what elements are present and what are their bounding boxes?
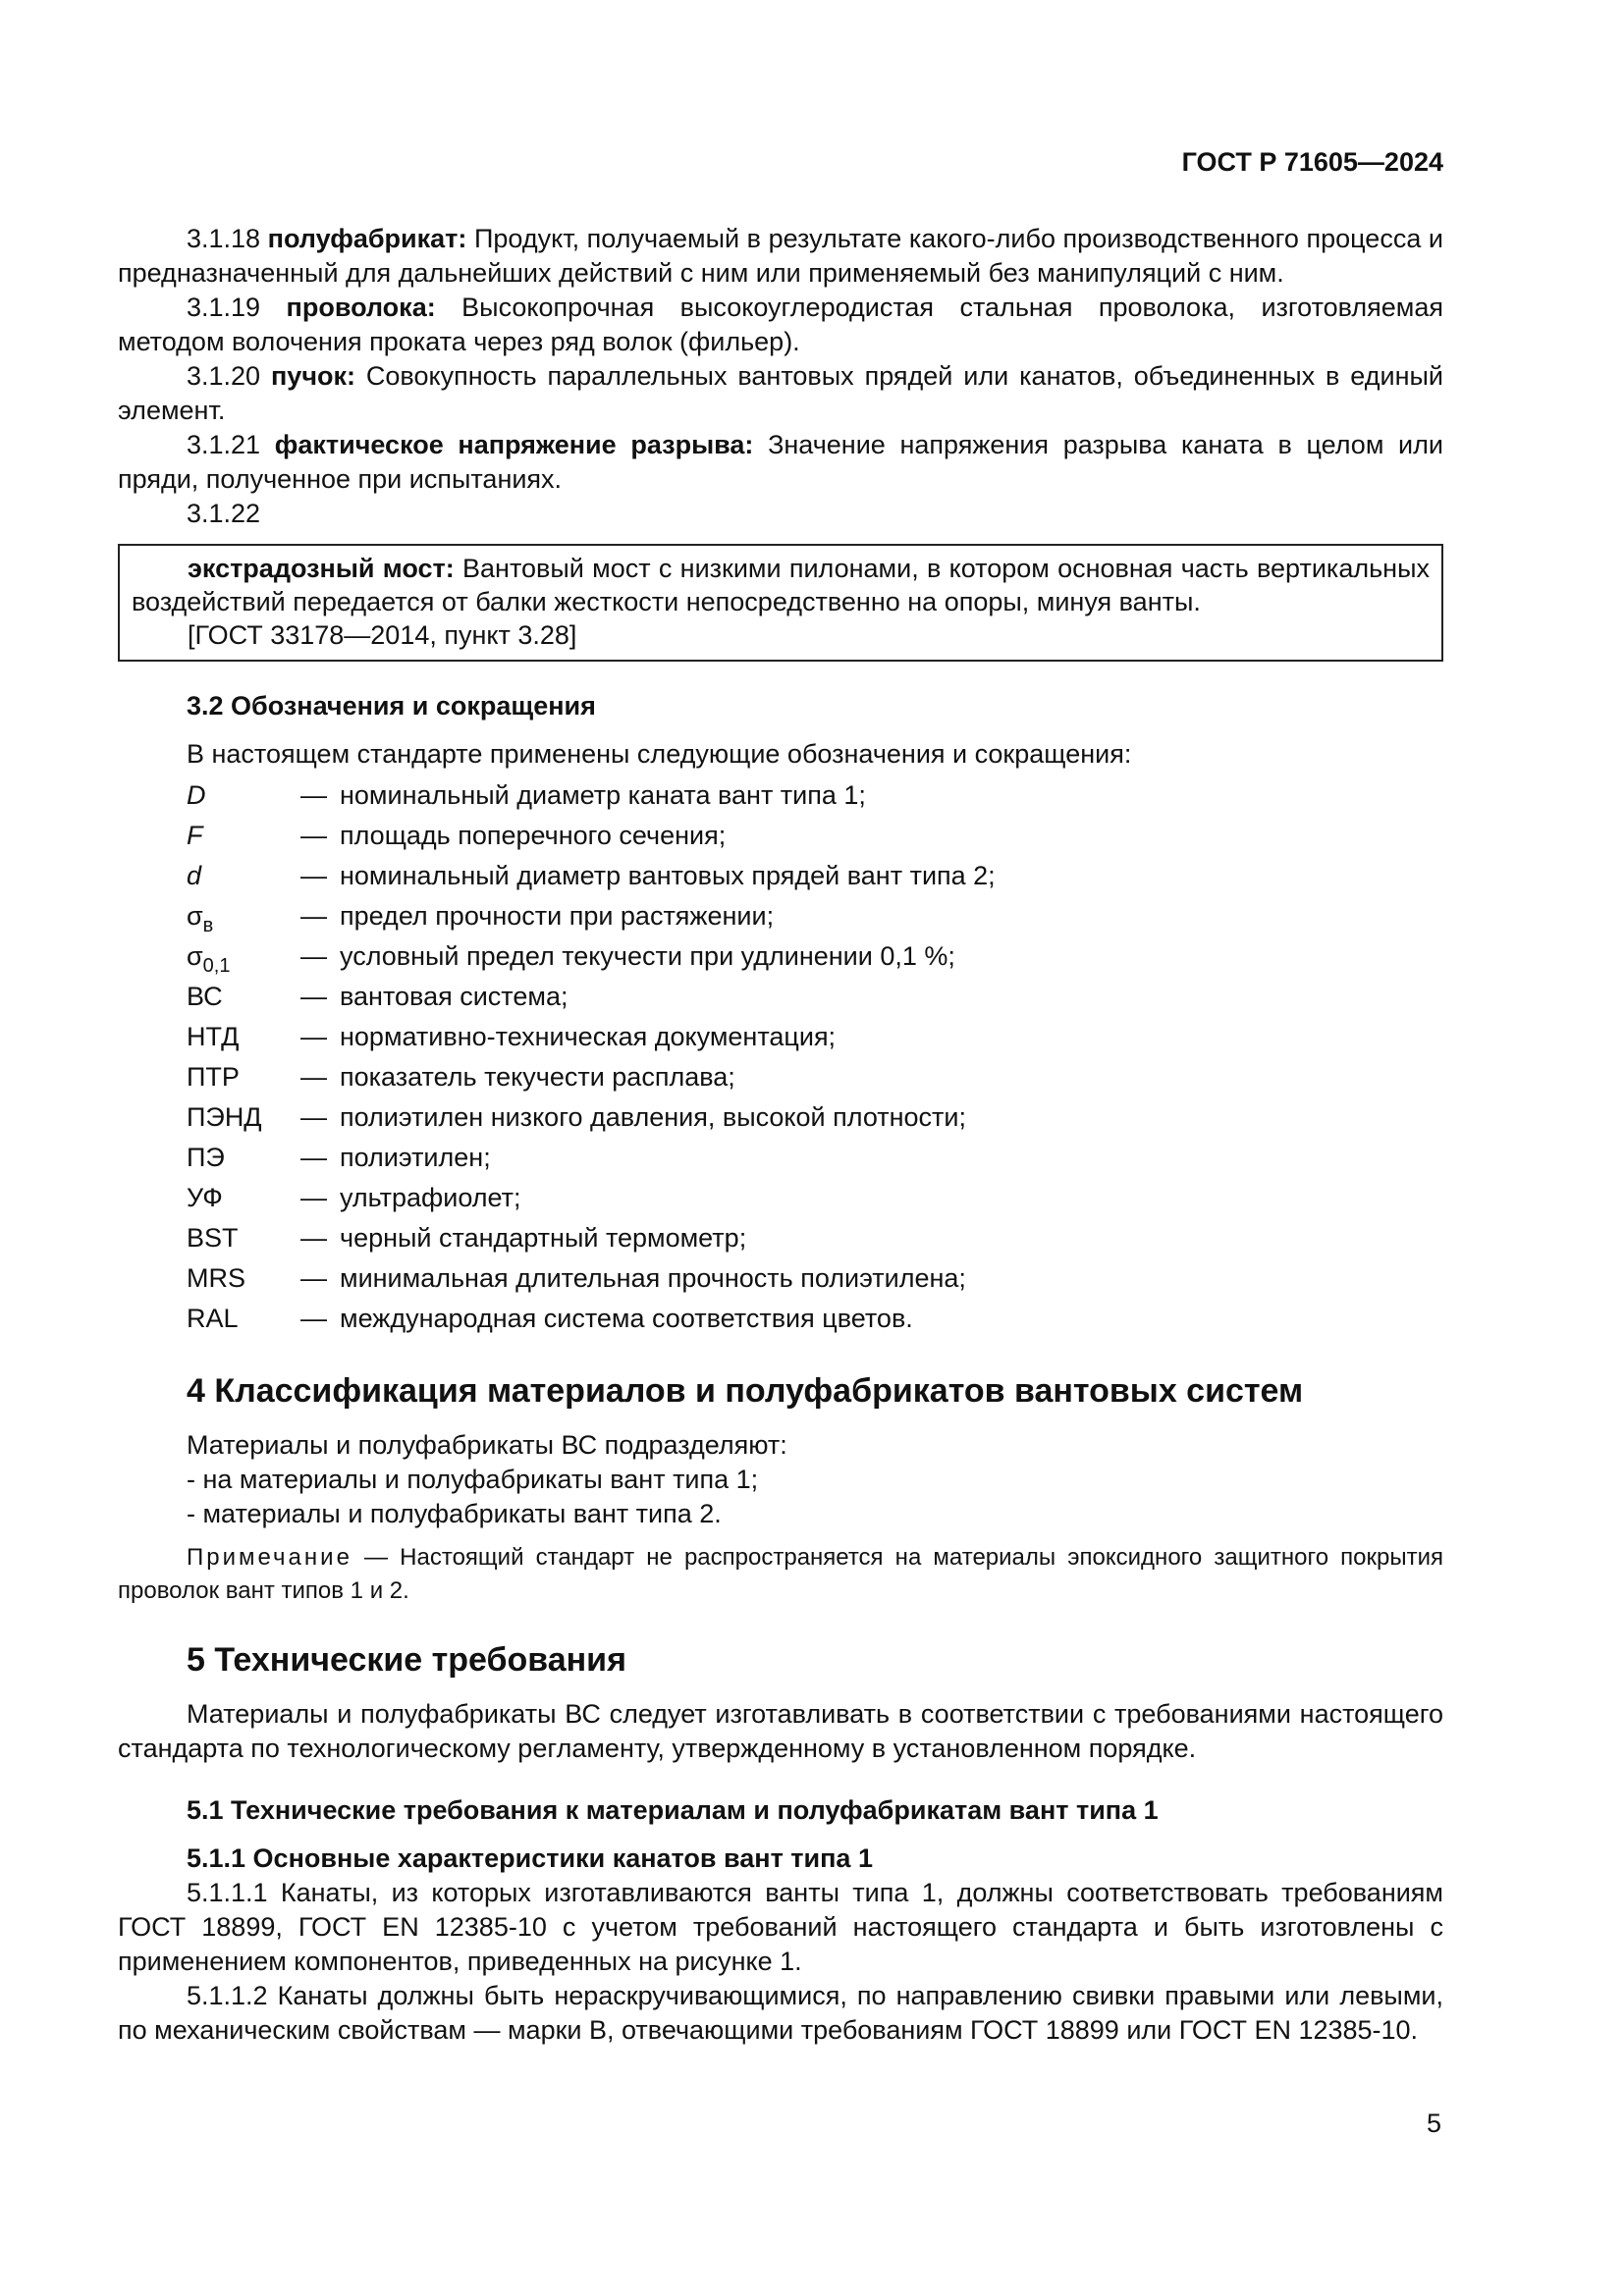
abbr-dash: — (300, 1143, 327, 1172)
section-5-1-1-heading: 5.1.1 Основные характеристики канатов вант типа 1 (187, 1843, 873, 1873)
abbr-symbol: D (187, 780, 206, 810)
section-3-2-heading: 3.2 Обозначения и сокращения (187, 691, 596, 721)
abbr-symbol: УФ (187, 1183, 223, 1212)
list-item (187, 1258, 1443, 1299)
boxed-definition-reference: [ГОСТ 33178—2014, пункт 3.28] (188, 620, 577, 650)
term-name: полуфабрикат: (267, 224, 467, 253)
abbr-description: показатель текучести расплава; (340, 1062, 735, 1092)
abbr-symbol: ВС (187, 982, 223, 1011)
list-item (187, 816, 1443, 856)
abbr-description: предел прочности при растяжении; (340, 901, 775, 931)
list-item (187, 1218, 1443, 1258)
term-definition: Совокупность параллельных вантовых прядей или канатов, объединенных в единый элемент. (118, 361, 1443, 425)
abbr-symbol: ПЭ (187, 1143, 225, 1172)
abbr-dash: — (300, 1022, 327, 1051)
list-item (187, 977, 1443, 1017)
abbr-dash: — (300, 1102, 327, 1132)
abbr-description: полиэтилен низкого давления, высокой плотности; (340, 1102, 966, 1132)
page-content (118, 222, 1443, 2048)
abbr-description: условный предел текучести при удлинении 0,1 %; (340, 941, 955, 971)
list-item (187, 896, 1443, 936)
abbr-dash: — (300, 780, 327, 810)
term-definition: Продукт, получаемый в результате какого-либо производственного процесса и предназначенный для дальнейших действий с ним или применяемый без манипуляций с ним. (118, 224, 1443, 288)
abbreviation-list (118, 775, 1443, 1339)
term-3-1-20 (118, 359, 1443, 428)
clause-5-1-1-1: 5.1.1.1 Канаты, из которых изготавливаются ванты типа 1, должны соответствовать требованиям ГОСТ 18899, ГОСТ EN 12385-10 с учетом требований настоящего стандарта и быть изготовлены с применением компонентов, приведенных на рисунке 1. (118, 1878, 1443, 1976)
abbr-dash: — (300, 1062, 327, 1092)
abbr-dash: — (300, 982, 327, 1011)
section-4-heading: 4 Классификация материалов и полуфабрикатов вантовых систем (187, 1372, 1304, 1410)
section-4-note (118, 1541, 1443, 1608)
term-number: 3.1.19 (187, 293, 261, 322)
term-3-1-21 (118, 428, 1443, 497)
section-5-1-heading: 5.1 Технические требования к материалам и полуфабрикатам вант типа 1 (187, 1795, 1159, 1825)
term-definition: Значение напряжения разрыва каната в целом или пряди, полученное при испытаниях. (118, 430, 1443, 494)
abbr-symbol: MRS (187, 1263, 245, 1293)
term-name: пучок: (271, 361, 355, 391)
abbr-symbol: RAL (187, 1304, 239, 1333)
section-4-line: Материалы и полуфабрикаты ВС подразделяют: (187, 1430, 787, 1460)
abbr-dash: — (300, 901, 327, 931)
abbr-symbol: F (187, 821, 203, 850)
abbr-dash: — (300, 1223, 327, 1253)
abbr-dash: — (300, 861, 327, 890)
abbr-dash: — (300, 941, 327, 971)
term-definition: Высокопрочная высокоуглеродистая стальная проволока, изготовляемая методом волочения проката через ряд волок (фильер). (118, 293, 1443, 356)
list-item (187, 775, 1443, 816)
abbr-symbol-subscript: 0,1 (202, 955, 231, 977)
abbr-description: черный стандартный термометр; (340, 1223, 747, 1253)
note-text: — Настоящий стандарт не распространяется на материалы эпоксидного защитного покрытия проволок вант типов 1 и 2. (118, 1544, 1443, 1604)
abbr-symbol-base: σ (187, 941, 203, 971)
abbr-dash: — (300, 821, 327, 850)
abbr-description: площадь поперечного сечения; (340, 821, 727, 850)
section-5-heading: 5 Технические требования (187, 1641, 626, 1679)
section-4-line: - на материалы и полуфабрикаты вант типа 1; (187, 1465, 759, 1494)
abbr-symbol: BST (187, 1223, 239, 1253)
abbr-description: номинальный диаметр каната вант типа 1; (340, 780, 866, 810)
abbr-symbol: ПЭНД (187, 1102, 262, 1132)
abbr-symbol: d (187, 861, 202, 890)
term-definition: Вантовый мост с низкими пилонами, в котором основная часть вертикальных воздействий передается от балки жесткости непосредственно на опоры, минуя ванты. (132, 554, 1430, 616)
boxed-definition (118, 544, 1443, 662)
note-label: Примечание (187, 1544, 352, 1571)
section-5-paragraph: Материалы и полуфабрикаты ВС следует изготавливать в соответствии с требованиями настоящего стандарта по технологическому регламенту, утвержденному в установленном порядке. (118, 1699, 1443, 1763)
abbr-dash: — (300, 1263, 327, 1293)
abbr-dash: — (300, 1304, 327, 1333)
term-name: фактическое напряжение разрыва: (274, 430, 754, 459)
document-code-header: ГОСТ Р 71605—2024 (1181, 147, 1443, 177)
list-item (187, 936, 1443, 977)
boxed-definition-text (132, 552, 1430, 618)
list-item (187, 856, 1443, 896)
list-item (187, 1017, 1443, 1057)
list-item (187, 1299, 1443, 1339)
term-3-1-18 (118, 222, 1443, 291)
abbr-symbol (187, 896, 300, 936)
term-name: экстрадозный мост: (188, 554, 455, 583)
abbr-description: полиэтилен; (340, 1143, 491, 1172)
abbr-description: номинальный диаметр вантовых прядей вант типа 2; (340, 861, 996, 890)
abbr-description: международная система соответствия цветов. (340, 1304, 913, 1333)
term-number: 3.1.21 (187, 430, 261, 459)
list-item (187, 1097, 1443, 1138)
term-number: 3.1.20 (187, 361, 261, 391)
list-item (187, 1057, 1443, 1097)
section-4-line: - материалы и полуфабрикаты вант типа 2. (187, 1499, 722, 1528)
section-3-2-intro: В настоящем стандарте применены следующие обозначения и сокращения: (187, 739, 1132, 769)
list-item (187, 1138, 1443, 1178)
page-number: 5 (1426, 2109, 1441, 2138)
term-name: проволока: (286, 293, 436, 322)
abbr-symbol: НТД (187, 1022, 240, 1051)
abbr-description: вантовая система; (340, 982, 568, 1011)
abbr-description: нормативно-техническая документация; (340, 1022, 837, 1051)
abbr-description: ультрафиолет; (340, 1183, 521, 1212)
term-number: 3.1.18 (187, 224, 261, 253)
term-3-1-19 (118, 291, 1443, 359)
abbr-symbol-subscript: в (202, 915, 214, 936)
term-3-1-22-number: 3.1.22 (187, 499, 261, 528)
abbr-description: минимальная длительная прочность полиэтилена; (340, 1263, 966, 1293)
list-item (187, 1178, 1443, 1218)
abbr-symbol-base: σ (187, 901, 203, 931)
abbr-dash: — (300, 1183, 327, 1212)
abbr-symbol (187, 936, 300, 977)
abbr-symbol: ПТР (187, 1062, 240, 1092)
clause-5-1-1-2: 5.1.1.2 Канаты должны быть нераскручивающимися, по направлению свивки правыми или левыми, по механическим свойствам — марки В, отвечающими требованиям ГОСТ 18899 или ГОСТ EN 12385-10. (118, 1981, 1443, 2045)
